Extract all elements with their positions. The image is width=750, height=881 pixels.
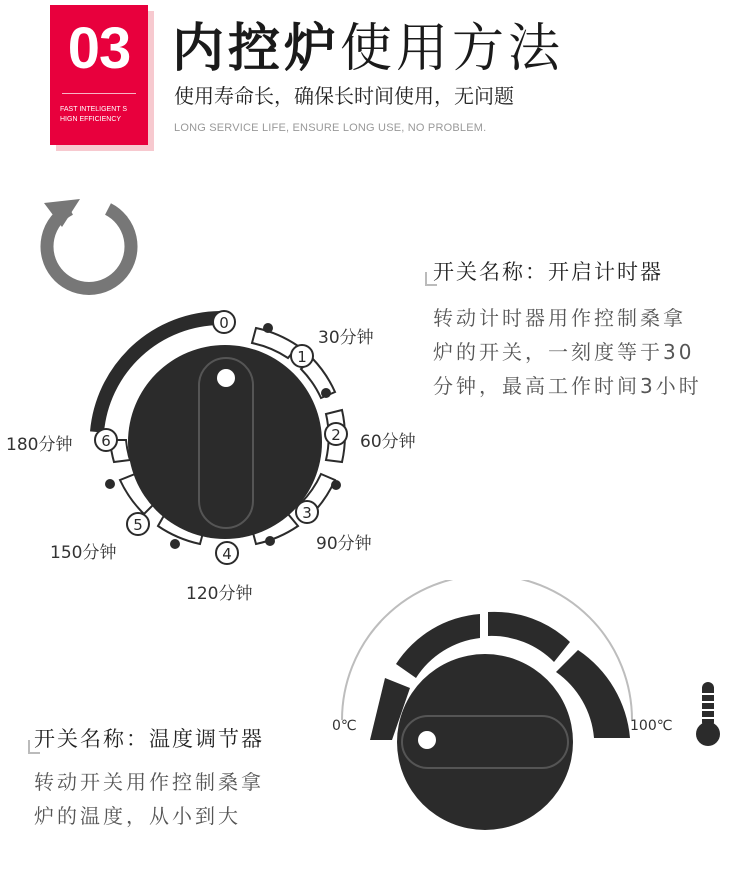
- page-title-rest: 使用方法: [340, 19, 565, 79]
- timer-desc-line-1: 转动计时器用作控制桑拿: [433, 306, 686, 330]
- section-number: 03: [67, 16, 131, 81]
- temperature-dial[interactable]: [330, 580, 640, 870]
- thermometer-icon: [690, 680, 726, 748]
- timer-label-180: 180分钟: [6, 435, 73, 455]
- page-title-bold: 内控炉: [172, 19, 341, 79]
- timer-label-90: 90分钟: [316, 534, 372, 554]
- timer-desc-line-3: 分钟，最高工作时间3小时: [433, 374, 702, 398]
- timer-mark-1: 1: [297, 348, 307, 366]
- timer-mark-3: 3: [302, 504, 312, 522]
- badge-line-1: FAST INTELIGENT S: [60, 106, 128, 113]
- english-subtitle: LONG SERVICE LIFE, ENSURE LONG USE, NO PROBLEM.: [174, 122, 487, 134]
- badge-subtitle: [60, 105, 144, 125]
- section-number-badge: [50, 5, 148, 145]
- page-subtitle: 使用寿命长，确保长时间使用，无问题: [174, 84, 514, 108]
- temp-desc-line-2: 炉的温度，从小到大: [34, 804, 241, 828]
- timer-switch-name: 开关名称：开启计时器: [433, 260, 663, 284]
- temp-max-label: 100℃: [630, 718, 673, 734]
- badge-divider: [62, 93, 136, 94]
- temp-switch-name: 开关名称：温度调节器: [34, 727, 264, 751]
- timer-mark-6: 6: [101, 432, 111, 450]
- timer-label-120: 120分钟: [186, 584, 253, 604]
- refresh-arrow-icon: [32, 195, 142, 300]
- badge-line-2: HIGN EFFICIENCY: [60, 116, 122, 123]
- timer-mark-5: 5: [133, 516, 143, 534]
- temp-switch-description: [34, 765, 264, 833]
- temp-min-label: 0℃: [332, 718, 357, 734]
- timer-desc-line-2: 炉的开关，一刻度等于30: [433, 340, 695, 364]
- timer-switch-description: [433, 301, 702, 403]
- temp-desc-line-1: 转动开关用作控制桑拿: [34, 770, 264, 794]
- timer-mark-0: 0: [219, 314, 229, 332]
- timer-label-150: 150分钟: [50, 543, 117, 563]
- timer-mark-2: 2: [331, 426, 341, 444]
- page-title: [172, 6, 564, 81]
- timer-label-30: 30分钟: [318, 328, 374, 348]
- timer-label-60: 60分钟: [360, 432, 416, 452]
- timer-mark-4: 4: [222, 545, 232, 563]
